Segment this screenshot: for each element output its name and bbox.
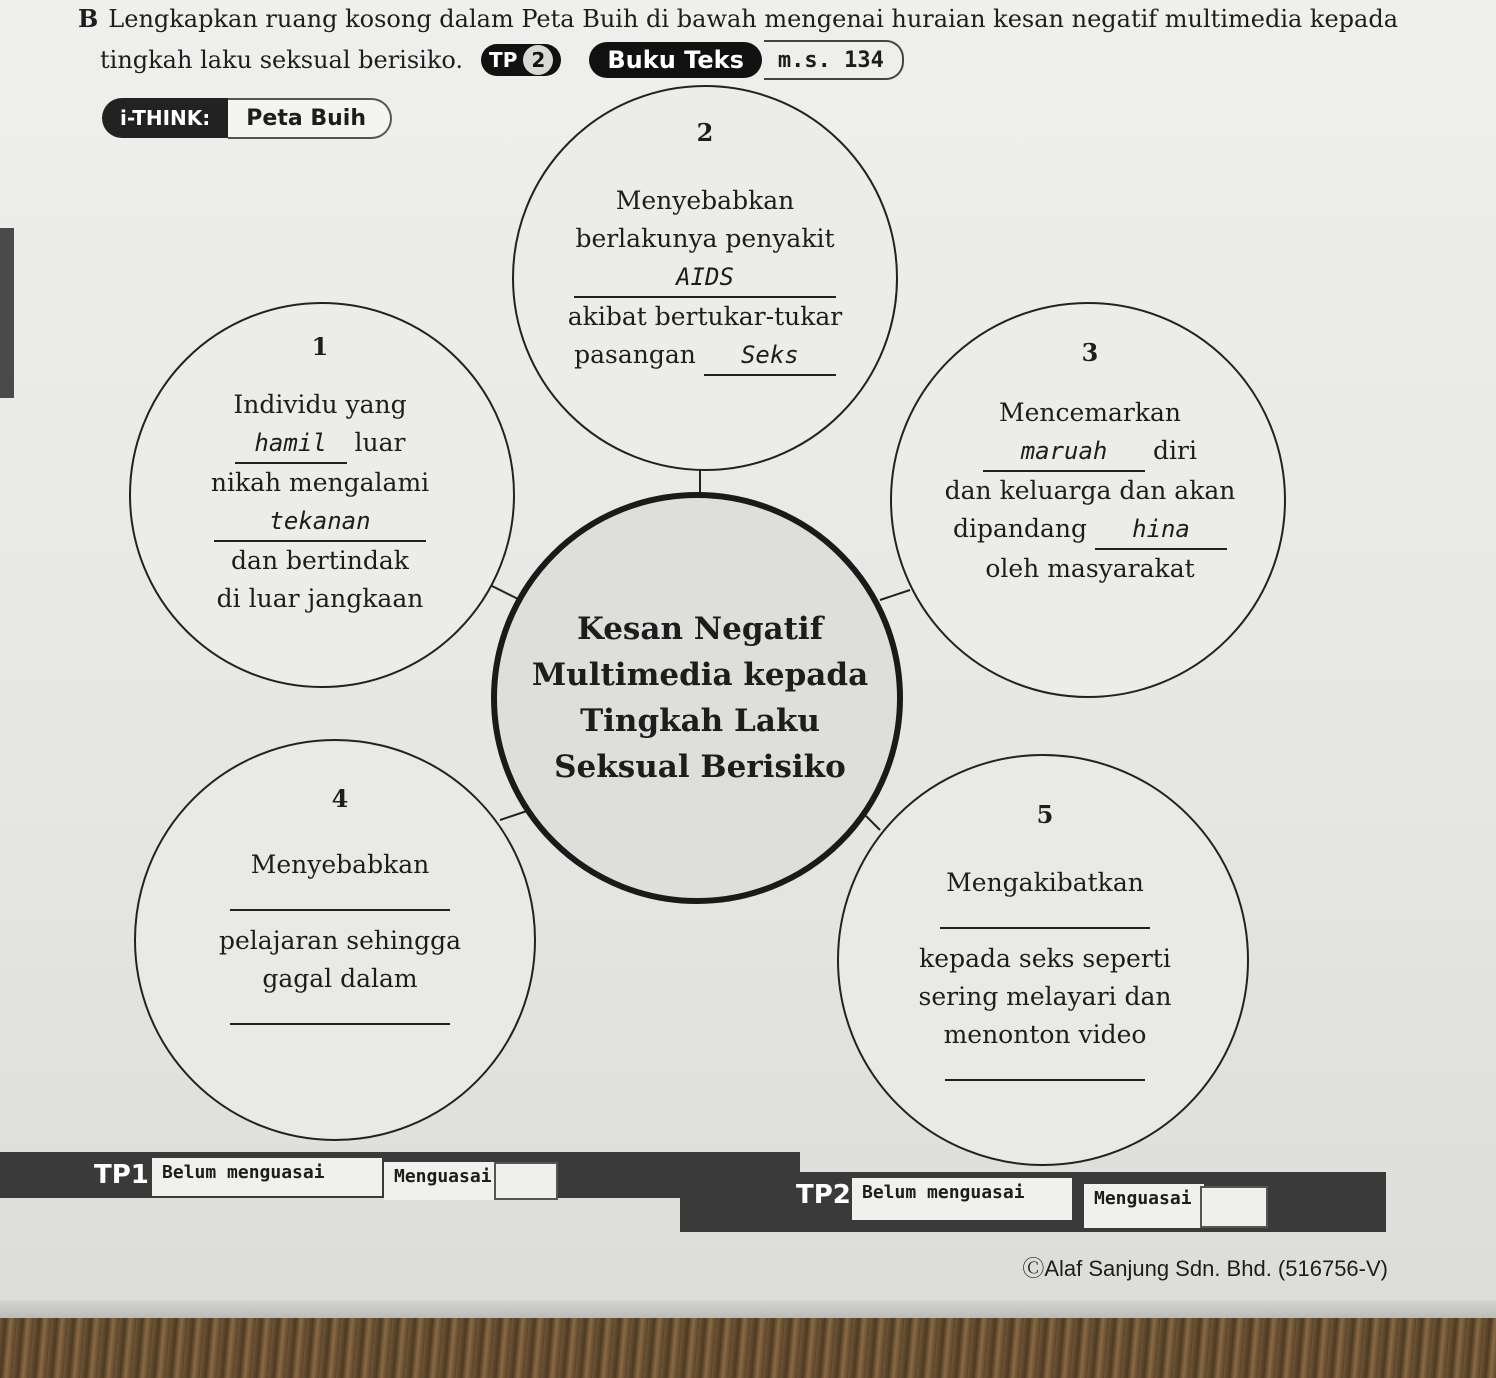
bubble-5-line-1: Mengakibatkan <box>946 868 1144 897</box>
bubble-4-number: 4 <box>331 784 349 813</box>
ithink-tag: i-THINK: <box>102 98 228 138</box>
bubble-2-answer-2[interactable]: Seks <box>704 336 836 376</box>
textbook-badge: Buku Teks <box>589 42 762 78</box>
bubble-3-line-3: dan keluarga dan akan <box>944 476 1236 505</box>
bubble-4-line-1: Menyebabkan <box>250 850 430 879</box>
tp2-label: TP2 <box>796 1180 851 1210</box>
question-marker: B <box>78 4 99 33</box>
bubble-3-line-2: diri <box>1153 436 1197 465</box>
bubble-4-blank-1[interactable] <box>230 889 450 911</box>
bubble-1-line-4: dan bertindak <box>231 546 409 575</box>
bubble-1-answer-1[interactable]: hamil <box>235 424 347 464</box>
tp-assessment-bar <box>0 1152 1386 1232</box>
copyright: ⒸAlaf Sanjung Sdn. Bhd. (516756-V) <box>1022 1256 1388 1281</box>
bubble-5-blank-2[interactable] <box>945 1059 1145 1081</box>
center-line-2: Multimedia kepada <box>531 657 869 693</box>
bubble-2-line-3: akibat bertukar-tukar <box>567 302 843 331</box>
bubble-3-answer-2[interactable]: hina <box>1095 510 1227 550</box>
bubble-1-answer-2[interactable]: tekanan <box>214 502 426 542</box>
bubble-3-line-5: oleh masyarakat <box>985 554 1195 583</box>
bubble-1-line-5: di luar jangkaan <box>216 584 424 613</box>
bubble-4-line-3: gagal dalam <box>262 964 418 993</box>
tp2-mastered-checkbox[interactable] <box>1200 1186 1268 1228</box>
bubble-3-number: 3 <box>1081 338 1099 367</box>
bubble-2-line-1: Menyebabkan <box>615 186 795 215</box>
bubble-5-line-3: sering melayari dan <box>918 982 1172 1011</box>
tp1-mastered-checkbox[interactable] <box>494 1162 558 1200</box>
bubble-5-number: 5 <box>1036 800 1054 829</box>
center-line-4: Seksual Berisiko <box>554 749 846 785</box>
bubble-3-text <box>930 334 1250 588</box>
connector-3 <box>880 590 910 600</box>
bubble-5-line-4: menonton video <box>943 1020 1147 1049</box>
bubble-1-number: 1 <box>311 332 329 361</box>
page-reference: m.s. 134 <box>764 40 904 80</box>
bubble-2-answer-1[interactable]: AIDS <box>574 258 836 298</box>
instruction-line-1: Lengkapkan ruang kosong dalam Peta Buih di bawah mengenai huraian kesan negatif multimedia kepada <box>108 5 1399 33</box>
bubble-5-blank-1[interactable] <box>940 907 1150 929</box>
bubble-3-answer-1[interactable]: maruah <box>983 432 1145 472</box>
bubble-2-line-2: berlakunya penyakit <box>575 224 835 253</box>
bubble-2-line-4: pasangan <box>574 340 696 369</box>
bubble-2-text <box>540 114 870 376</box>
center-line-3: Tingkah Laku <box>580 703 820 739</box>
bubble-5-text <box>880 796 1210 1092</box>
bubble-3-line-1: Mencemarkan <box>998 398 1181 427</box>
tp1-not-mastered-label: Belum menguasai <box>152 1158 382 1196</box>
tp-level: 2 <box>523 45 553 75</box>
bubble-1-text <box>160 328 480 618</box>
center-line-1: Kesan Negatif <box>576 611 824 647</box>
tp1-label: TP1 <box>94 1160 149 1190</box>
ithink-map-name: Peta Buih <box>228 98 392 139</box>
tp2-not-mastered-label: Belum menguasai <box>852 1178 1072 1220</box>
bubble-1-line-3: nikah mengalami <box>210 468 430 497</box>
instruction-line-2: tingkah laku seksual berisiko. <box>100 46 464 74</box>
bubble-5-line-2: kepada seks seperti <box>919 944 1171 973</box>
bubble-4-line-2: pelajaran sehingga <box>219 926 461 955</box>
bubble-3-line-4: dipandang <box>953 514 1088 543</box>
tp1-mastered-label: Menguasai <box>384 1162 494 1200</box>
bubble-1-line-1: Individu yang <box>233 390 407 419</box>
bubble-2-number: 2 <box>696 118 714 147</box>
center-title <box>520 606 880 790</box>
bubble-4-blank-2[interactable] <box>230 1003 450 1025</box>
bubble-1-line-2: luar <box>354 428 406 457</box>
bubble-4-text <box>180 780 500 1036</box>
tp-label: TP <box>489 48 518 72</box>
tp2-mastered-label: Menguasai <box>1084 1184 1204 1228</box>
